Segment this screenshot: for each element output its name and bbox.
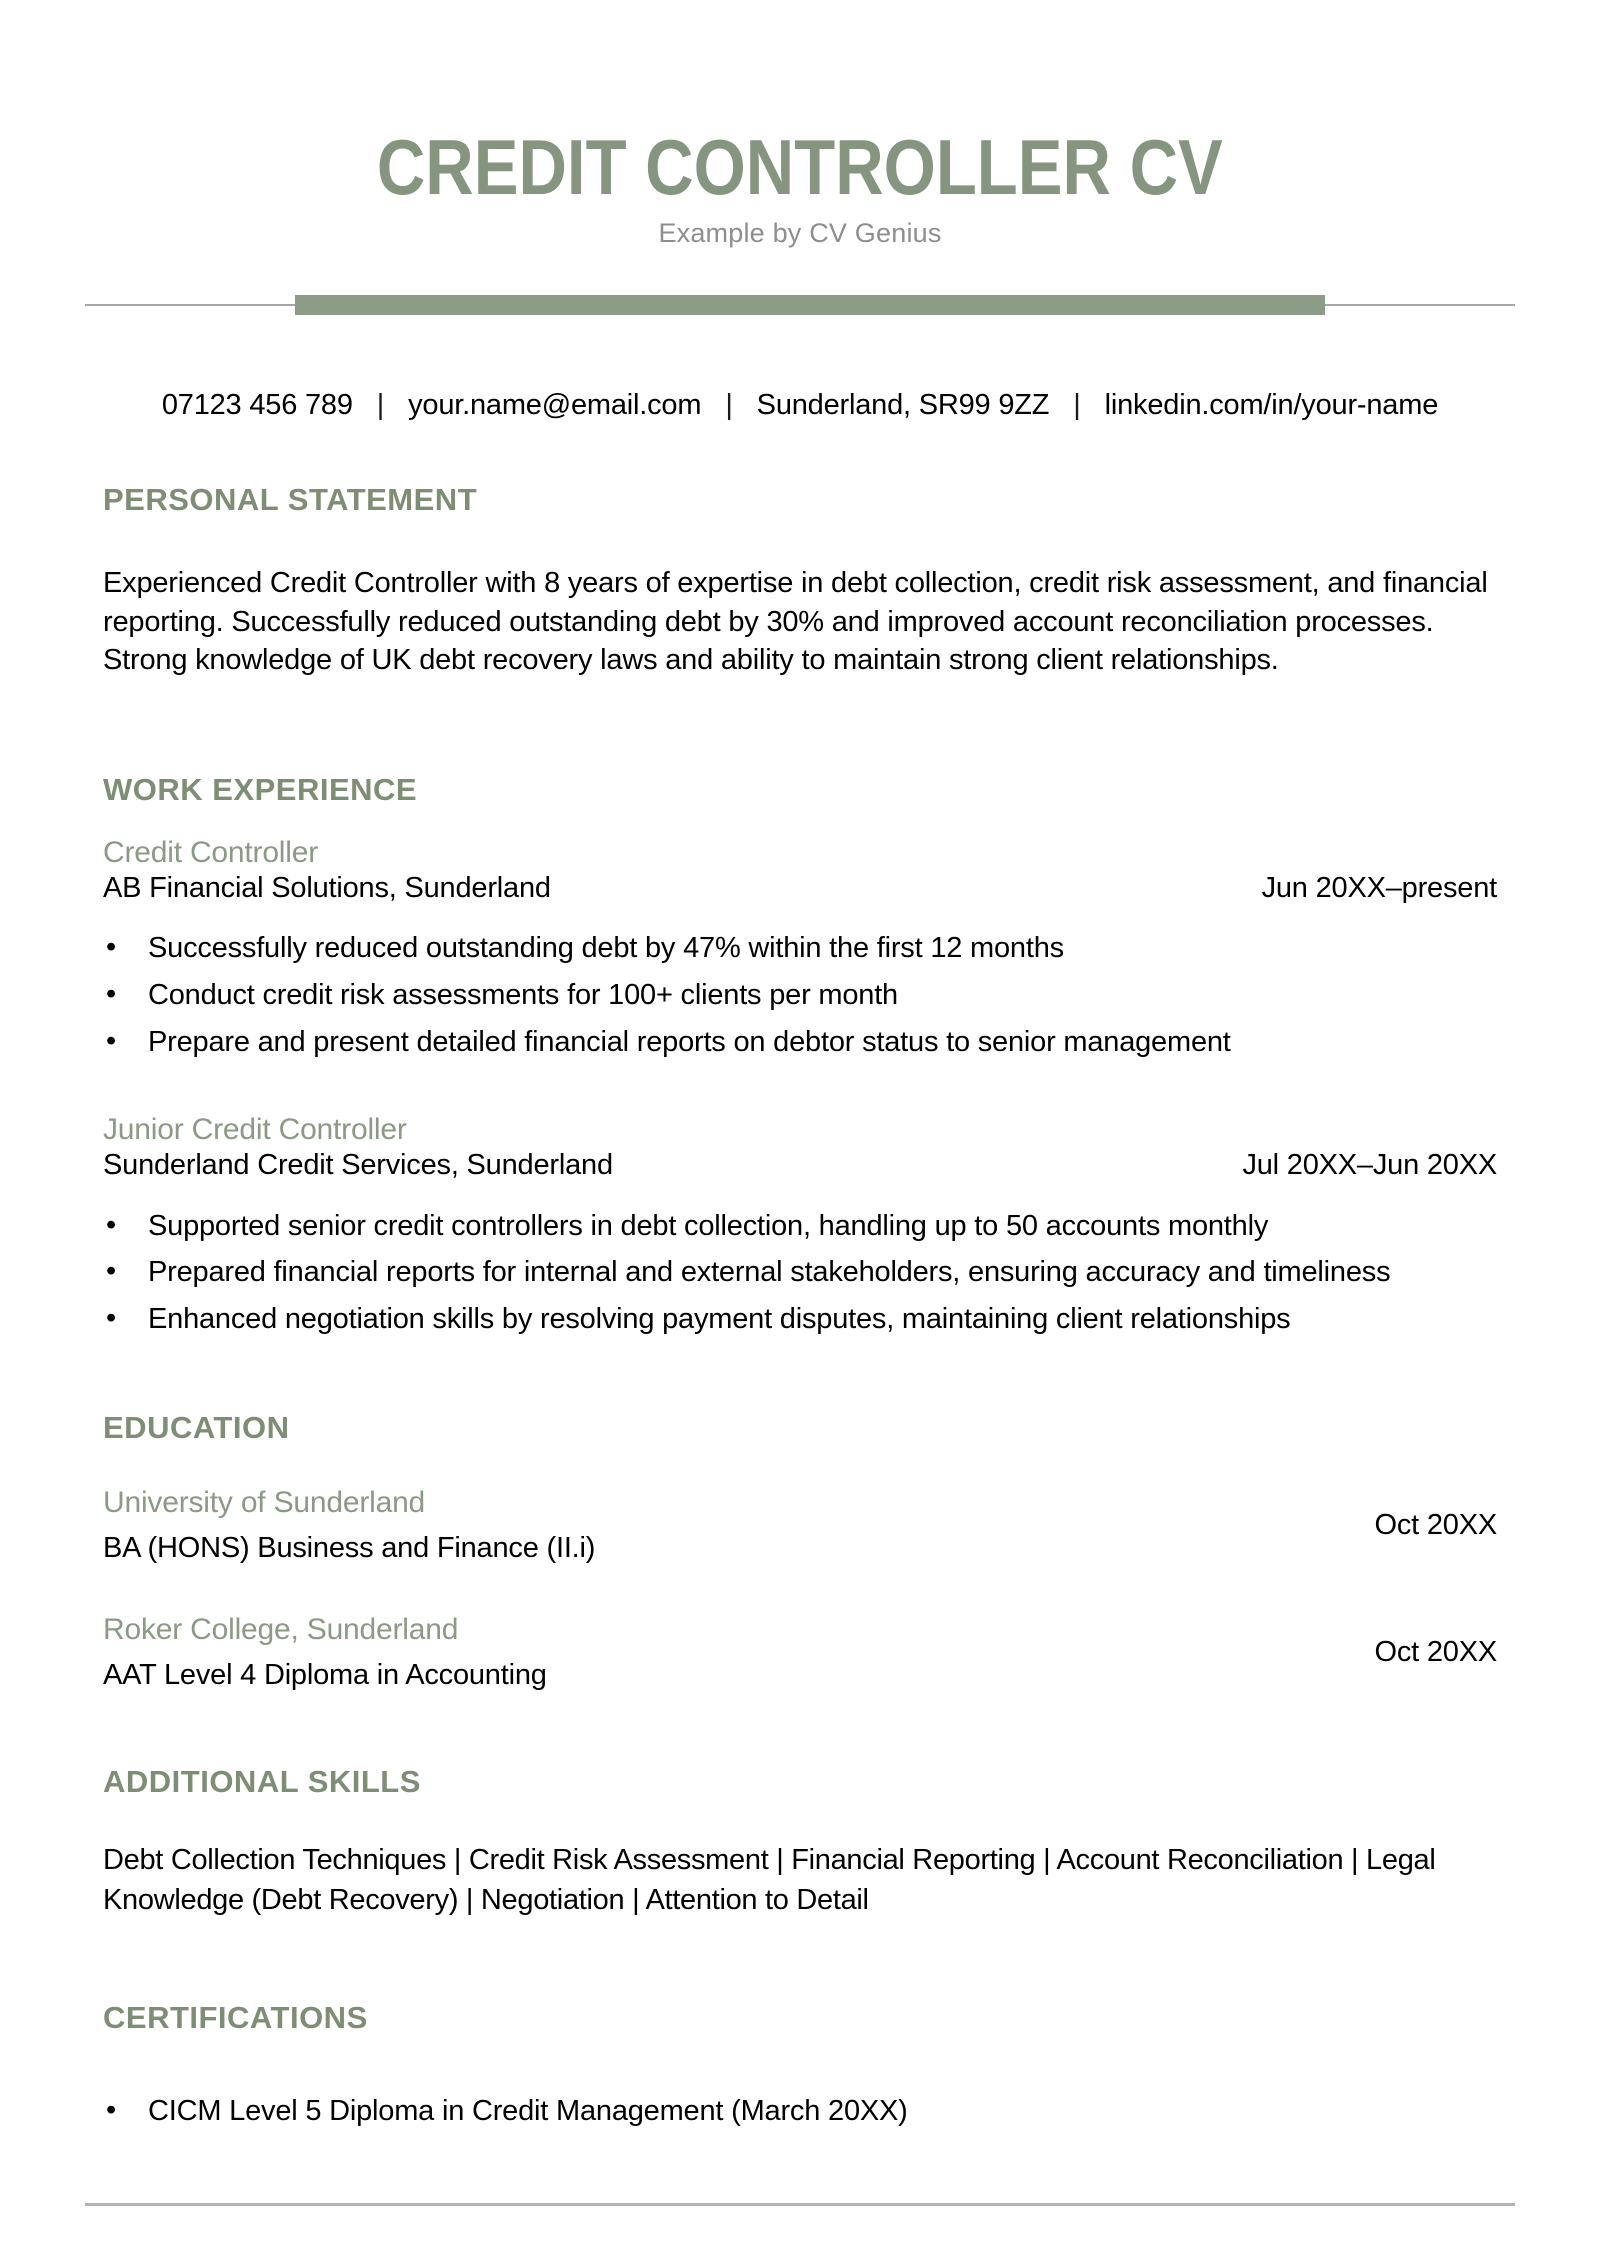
certification-item: • CICM Level 5 Diploma in Credit Management (March 20XX) (103, 2092, 1497, 2131)
job-dates: Jun 20XX–present (1261, 871, 1497, 904)
page-subtitle: Example by CV Genius (658, 218, 942, 248)
personal-statement-text: Experienced Credit Controller with 8 years of expertise in debt collection, credit risk assessment, and financial reporting. Successfully reduced outstanding debt by 30% and improved account reconciliation processes. Strong knowledge of UK debt recovery laws and ability to maintain strong client relationships. (103, 567, 1488, 677)
contact-separator: | (1073, 389, 1081, 421)
job-bullet: • Supported senior credit controllers in debt collection, handling up to 50 accounts monthly (103, 1207, 1497, 1246)
education-entry (103, 1613, 1497, 1692)
job-company: AB Financial Solutions, Sunderland (103, 871, 551, 904)
section-heading-education: EDUCATION (103, 1410, 290, 1446)
education-degree: BA (HONS) Business and Finance (II.i) (103, 1532, 596, 1565)
job-bullet: • Prepared financial reports for internal and external stakeholders, ensuring accuracy and timeliness (103, 1253, 1497, 1292)
job-company: Sunderland Credit Services, Sunderland (103, 1149, 613, 1182)
education-entry-left (103, 1486, 595, 1565)
job-title: Credit Controller (103, 835, 319, 869)
contact-email: your.name@email.com (408, 389, 702, 421)
header-divider (0, 295, 1600, 315)
divider-bar (295, 295, 1325, 315)
cv-body (0, 389, 1600, 2131)
job-bullet: • Successfully reduced outstanding debt by 47% within the first 12 months (103, 929, 1497, 968)
job-bullet: • Prepare and present detailed financial reports on debtor status to senior management (103, 1023, 1497, 1062)
job-entry (103, 836, 1497, 1061)
job-dates: Jul 20XX–Jun 20XX (1242, 1149, 1497, 1182)
page-title: CREDIT CONTROLLER CV (377, 123, 1223, 211)
certification-list (103, 2092, 1497, 2131)
section-heading-personal-statement: PERSONAL STATEMENT (103, 482, 478, 517)
contact-row (103, 389, 1497, 422)
contact-separator: | (725, 389, 733, 421)
contact-location: Sunderland, SR99 9ZZ (756, 389, 1050, 421)
job-entry (103, 1113, 1497, 1338)
header (103, 123, 1497, 249)
job-title: Junior Credit Controller (103, 1113, 407, 1147)
job-bullet-list (103, 1207, 1497, 1339)
education-school: Roker College, Sunderland (103, 1613, 459, 1647)
job-bullet: • Enhanced negotiation skills by resolving payment disputes, maintaining client relationships (103, 1300, 1497, 1339)
additional-skills-text: Debt Collection Techniques | Credit Risk Assessment | Financial Reporting | Account Reconciliation | Legal Knowledge (Debt Recovery) | Negotiation | Attention to Detail (103, 1844, 1436, 1917)
education-date: Oct 20XX (1374, 1509, 1497, 1542)
job-bullet-list (103, 929, 1497, 1061)
education-entry-left (103, 1613, 547, 1692)
footer-rule (85, 2203, 1515, 2206)
education-school: University of Sunderland (103, 1486, 426, 1520)
contact-separator: | (376, 389, 385, 421)
education-date: Oct 20XX (1374, 1636, 1497, 1669)
contact-linkedin: linkedin.com/in/your-name (1104, 389, 1439, 421)
education-degree: AAT Level 4 Diploma in Accounting (103, 1659, 547, 1692)
section-heading-additional-skills: ADDITIONAL SKILLS (103, 1764, 421, 1800)
education-entry (103, 1486, 1497, 1565)
cv-content (0, 123, 1600, 249)
job-subheader-row (103, 870, 1497, 908)
contact-phone: 07123 456 789 (161, 389, 353, 421)
section-heading-work-experience: WORK EXPERIENCE (103, 771, 418, 807)
job-bullet: • Conduct credit risk assessments for 100+ clients per month (103, 976, 1497, 1015)
job-subheader-row (103, 1147, 1497, 1185)
section-heading-certifications: CERTIFICATIONS (103, 2000, 368, 2036)
